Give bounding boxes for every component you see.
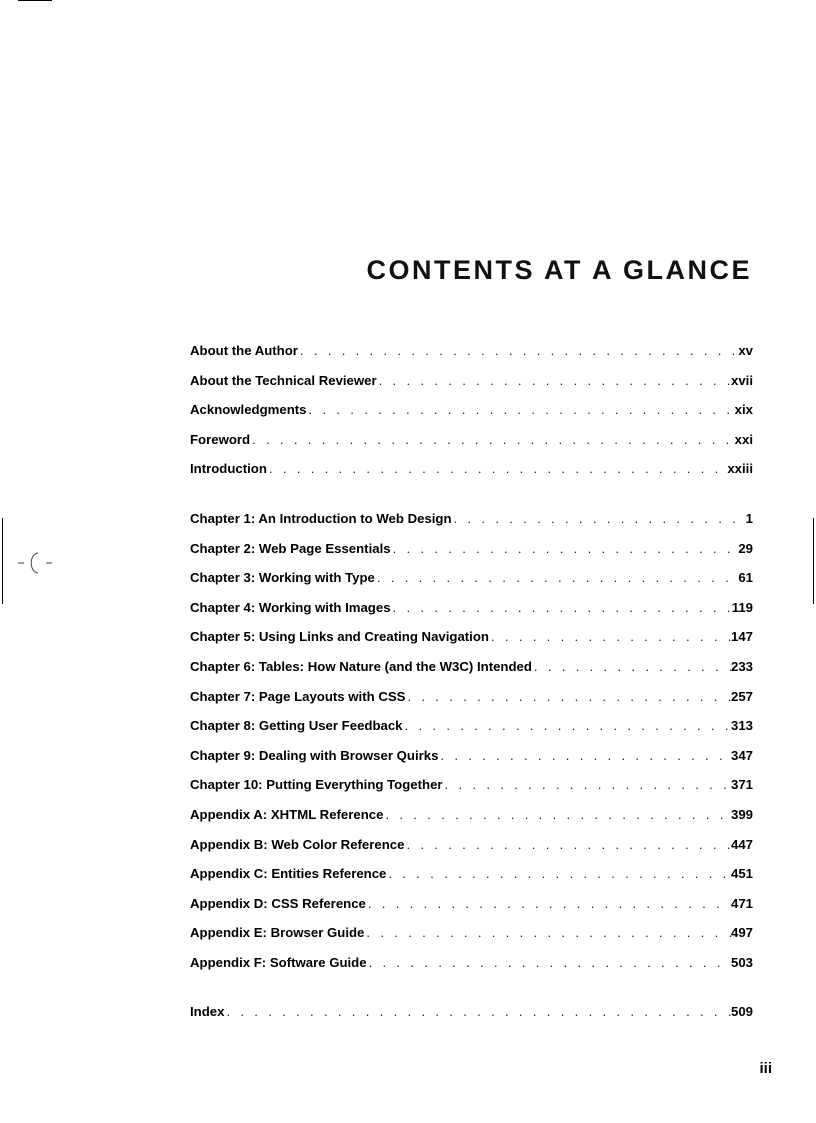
toc-entry-page: 233	[730, 658, 753, 674]
toc-entry-page: xxiii	[727, 461, 753, 477]
leader-dots	[224, 1004, 731, 1019]
toc-entry-page: 371	[730, 777, 753, 793]
toc-entry[interactable]	[190, 925, 753, 955]
toc-entry[interactable]	[190, 511, 753, 541]
leader-dots	[307, 402, 735, 417]
toc-entry-label: Appendix D: CSS Reference	[190, 895, 366, 911]
page-title: CONTENTS AT A GLANCE	[366, 255, 752, 285]
toc-front-matter	[190, 343, 753, 491]
toc-entry-page: 399	[730, 806, 753, 822]
toc-entry-page: 471	[730, 895, 753, 911]
leader-dots	[366, 896, 731, 911]
leader-dots	[267, 461, 727, 476]
toc-entry-label: Chapter 5: Using Links and Creating Navigation	[190, 629, 489, 645]
toc-entry-label: Foreword	[190, 431, 251, 447]
toc-entry-label: Chapter 3: Working with Type	[190, 570, 375, 586]
leader-dots	[438, 748, 731, 763]
leader-dots	[367, 955, 731, 970]
toc-entry[interactable]	[190, 866, 753, 896]
toc-index	[190, 1004, 753, 1034]
page-number: iii	[759, 1060, 772, 1077]
toc-entry-page: 509	[730, 1004, 753, 1019]
leader-dots	[298, 343, 738, 358]
toc-entry[interactable]	[190, 570, 753, 600]
toc-entry[interactable]	[190, 689, 753, 719]
toc-entry[interactable]	[190, 343, 753, 373]
toc-entry-label: Chapter 4: Working with Images	[190, 599, 391, 615]
toc-entry[interactable]	[190, 718, 753, 748]
toc-entry[interactable]	[190, 777, 753, 807]
leader-dots	[489, 629, 731, 644]
toc-entry-label: Acknowledgments	[190, 402, 307, 418]
leader-dots	[403, 718, 731, 733]
toc-entry-label: Appendix F: Software Guide	[190, 954, 367, 970]
leader-dots	[404, 837, 731, 852]
toc-entry-page: xxi	[734, 431, 753, 447]
toc-entry-label: Appendix B: Web Color Reference	[190, 836, 405, 852]
leader-dots	[391, 600, 732, 615]
toc-entry-page: 1	[745, 511, 753, 526]
toc-entry-label: About the Author	[190, 343, 298, 358]
toc-entry[interactable]	[190, 659, 753, 689]
toc-entry[interactable]	[190, 629, 753, 659]
leader-dots	[364, 925, 731, 940]
toc-entry-page: 313	[730, 718, 753, 734]
toc-entry-page: 257	[730, 688, 753, 704]
toc-entry[interactable]	[190, 955, 753, 985]
toc-entry-label: Chapter 10: Putting Everything Together	[190, 777, 443, 793]
toc-entry[interactable]	[190, 432, 753, 462]
toc-entry-label: Appendix C: Entities Reference	[190, 866, 387, 882]
toc-entry-label: Index	[190, 1004, 225, 1019]
toc-entry[interactable]	[190, 807, 753, 837]
toc-entry-page: 147	[730, 629, 753, 645]
toc-entry-page: 451	[730, 866, 753, 882]
toc-entry-page: xix	[734, 402, 753, 418]
leader-dots	[391, 541, 739, 556]
toc-entry-page: 503	[730, 954, 753, 970]
toc-entry-label: Appendix E: Browser Guide	[190, 925, 365, 941]
left-edge-mark	[2, 518, 3, 604]
leader-dots	[452, 511, 746, 526]
toc-entry-label: Chapter 2: Web Page Essentials	[190, 540, 391, 556]
leader-dots	[377, 373, 731, 388]
toc-entry[interactable]	[190, 896, 753, 926]
toc-entry-label: Chapter 9: Dealing with Browser Quirks	[190, 747, 439, 763]
toc-entry[interactable]	[190, 837, 753, 867]
toc-entry-page: 497	[730, 925, 753, 941]
leader-dots	[386, 866, 731, 881]
toc-entry[interactable]	[190, 461, 753, 491]
toc-entry-page: 119	[731, 599, 753, 615]
top-rule	[18, 0, 52, 1]
leader-dots	[375, 570, 738, 585]
toc-entry-label: Chapter 6: Tables: How Nature (and the W3C) Intended	[190, 658, 532, 674]
toc-entry[interactable]	[190, 1004, 753, 1034]
toc-entry[interactable]	[190, 373, 753, 403]
toc-entry-label: Chapter 7: Page Layouts with CSS	[190, 688, 406, 704]
toc-entry-label: Introduction	[190, 461, 267, 477]
toc-entry-page: xv	[738, 343, 753, 358]
leader-dots	[250, 432, 735, 447]
toc-entry-page: 447	[730, 836, 753, 852]
toc-entry-label: Appendix A: XHTML Reference	[190, 806, 384, 822]
toc-entry-page: xvii	[731, 372, 753, 388]
toc-entry-page: 61	[738, 570, 753, 586]
leader-dots	[405, 689, 731, 704]
toc-entry[interactable]	[190, 748, 753, 778]
leader-dots	[383, 807, 731, 822]
toc-entry-page: 29	[738, 540, 753, 556]
right-edge-mark	[813, 518, 814, 604]
toc-entry[interactable]	[190, 541, 753, 571]
toc-entry[interactable]	[190, 600, 753, 630]
registration-mark-icon	[16, 551, 54, 575]
leader-dots	[443, 777, 731, 792]
toc-chapters	[190, 511, 753, 985]
toc-entry[interactable]	[190, 402, 753, 432]
toc-entry-label: About the Technical Reviewer	[190, 372, 377, 388]
toc-entry-label: Chapter 1: An Introduction to Web Design	[190, 511, 452, 526]
toc-entry-page: 347	[730, 747, 753, 763]
toc-entry-label: Chapter 8: Getting User Feedback	[190, 718, 403, 734]
leader-dots	[532, 659, 731, 674]
